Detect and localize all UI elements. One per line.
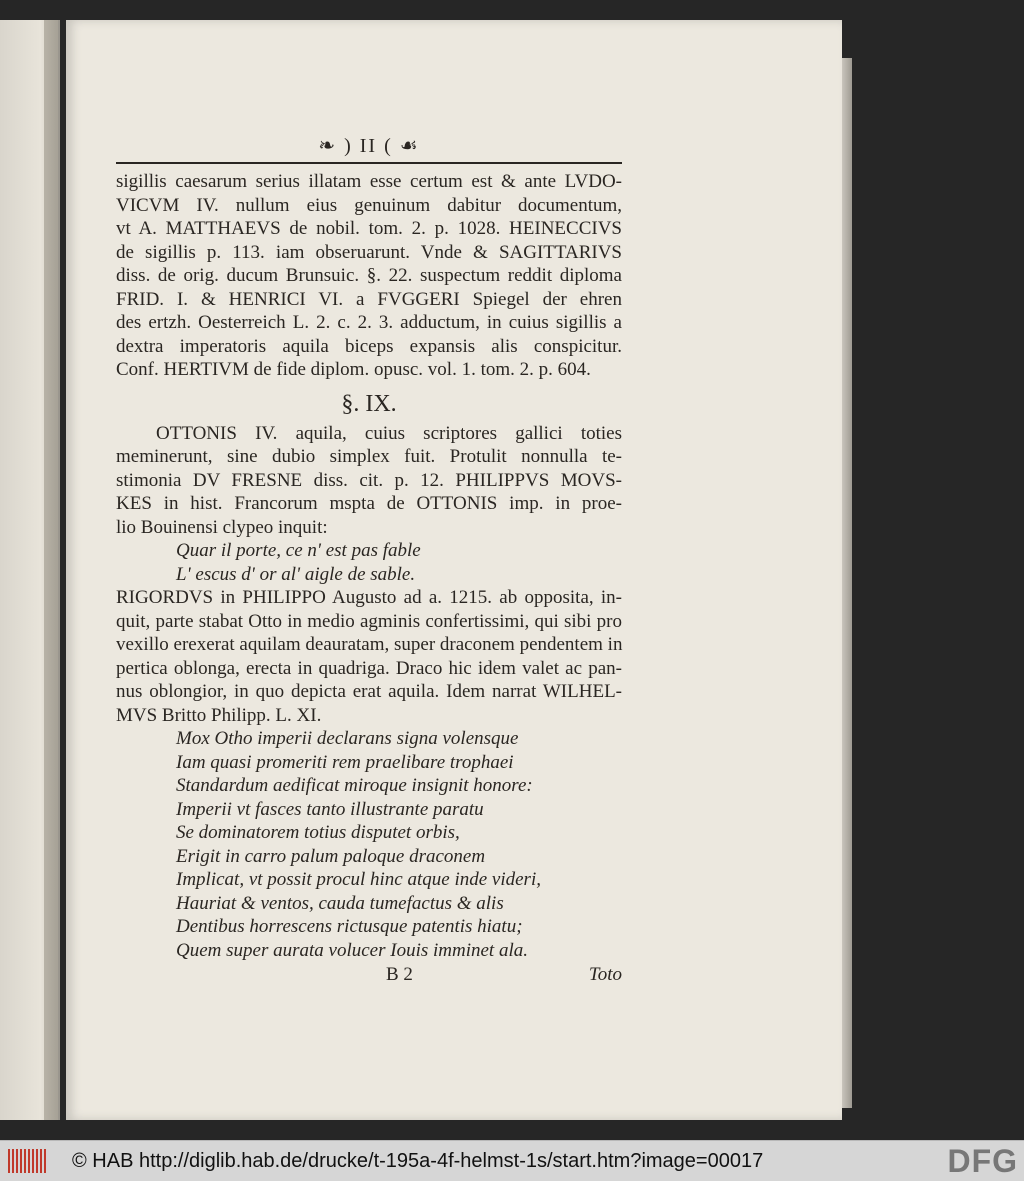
verse-french (116, 539, 622, 586)
text-line: FRID. I. & HENRICI VI. a FVGGERI Spiegel der ehren (116, 288, 622, 310)
section-title: §. IX. (341, 390, 397, 417)
text-line: OTTONIS IV. aquila, cuius scriptores gallici toties (156, 422, 622, 444)
page-header: ❧ ) II ( ☙ (116, 130, 622, 164)
dfg-logo: DFG (947, 1143, 1018, 1179)
text-line: RIGORDVS in PHILIPPO Augusto ad a. 1215. ab opposita, in- (116, 587, 622, 608)
verse-line: Iam quasi promeriti rem praelibare trophaei (176, 751, 514, 773)
verse-line: Se dominatorem totius disputet orbis, (176, 822, 460, 843)
text-line: vexillo erexerat aquilam deauratam, super draconem pendentem in (116, 634, 623, 655)
signature-mark: B 2 (386, 964, 413, 985)
text-line: de sigillis p. 113. iam obseruarunt. Vnde & SAGITTARIVS (116, 241, 622, 263)
facing-page-edge (0, 20, 60, 1120)
text-line: VICVM IV. nullum eius genuinum dabitur documentum, (116, 194, 622, 216)
text-line: quit, parte stabat Otto in medio agminis confertissimi, qui sibi pro (116, 610, 622, 632)
verse-line: Dentibus horrescens rictusque patentis hiatu; (176, 916, 523, 937)
page-text (116, 130, 622, 988)
text-line: stimonia DV FRESNE diss. cit. p. 12. PHILIPPVS MOVS- (116, 469, 622, 491)
source-url-link[interactable]: © HAB http://diglib.hab.de/drucke/t-195a-4f-helmst-1s/start.htm?image=00017 (72, 1150, 764, 1172)
paragraph-continued (116, 170, 622, 382)
text-line: vt A. MATTHAEVS de nobil. tom. 2. p. 1028. HEINECCIVS (116, 218, 622, 239)
page-gutter (44, 20, 58, 1120)
verse-latin (116, 727, 622, 962)
text-line: KES in hist. Francorum mspta de OTTONIS imp. in proe- (116, 493, 622, 514)
text-line: pertica oblonga, erecta in quadriga. Draco hic idem valet ac pan- (116, 657, 622, 679)
text-line: Conf. HERTIVM de fide diplom. opusc. vol. 1. tom. 2. p. 604. (116, 359, 591, 380)
verse-line: Implicat, vt possit procul hinc atque inde videri, (176, 869, 541, 890)
verse-line: Quem super aurata volucer Iouis imminet ala. (176, 939, 528, 961)
text-line: lio Bouinensi clypeo inquit: (116, 516, 328, 538)
catchword: Toto (588, 964, 622, 985)
text-line: sigillis caesarum serius illatam esse certum est & ante LVDO- (116, 171, 622, 192)
verse-line: Erigit in carro palum paloque draconem (176, 845, 486, 867)
verse-line: Standardum aedificat miroque insignit honore: (176, 775, 533, 796)
bottom-banner (0, 1140, 1024, 1181)
text-line: diss. de orig. ducum Brunsuic. §. 22. suspectum reddit diploma (116, 265, 622, 286)
verse-line: Mox Otho imperii declarans signa volensque (176, 728, 519, 749)
text-line: nus oblongior, in quo depicta erat aquila. Idem narrat WILHEL- (116, 681, 622, 702)
paragraph-rigordus (116, 586, 622, 727)
verse-line: Hauriat & ventos, cauda tumefactus & alis (176, 892, 504, 914)
verse-line: Imperii vt fasces tanto illustrante paratu (176, 798, 484, 820)
verse-line: L' escus d' or al' aigle de sable. (176, 563, 416, 585)
paragraph-section-ix (116, 422, 622, 540)
page-edge-shadow (842, 58, 852, 1108)
hab-barcode-icon (8, 1149, 46, 1173)
text-line: dextra imperatoris aquila biceps expansis alis conspicitur. (116, 335, 622, 357)
text-line: MVS Britto Philipp. L. XI. (116, 704, 322, 726)
text-line: meminerunt, sine dubio simplex fuit. Protulit nonnulla te- (116, 446, 622, 467)
text-line: des ertzh. Oesterreich L. 2. c. 2. 3. adductum, in cuius sigillis a (116, 312, 622, 333)
page-footer (116, 962, 622, 988)
verse-line: Quar il porte, ce n' est pas fable (176, 540, 421, 561)
